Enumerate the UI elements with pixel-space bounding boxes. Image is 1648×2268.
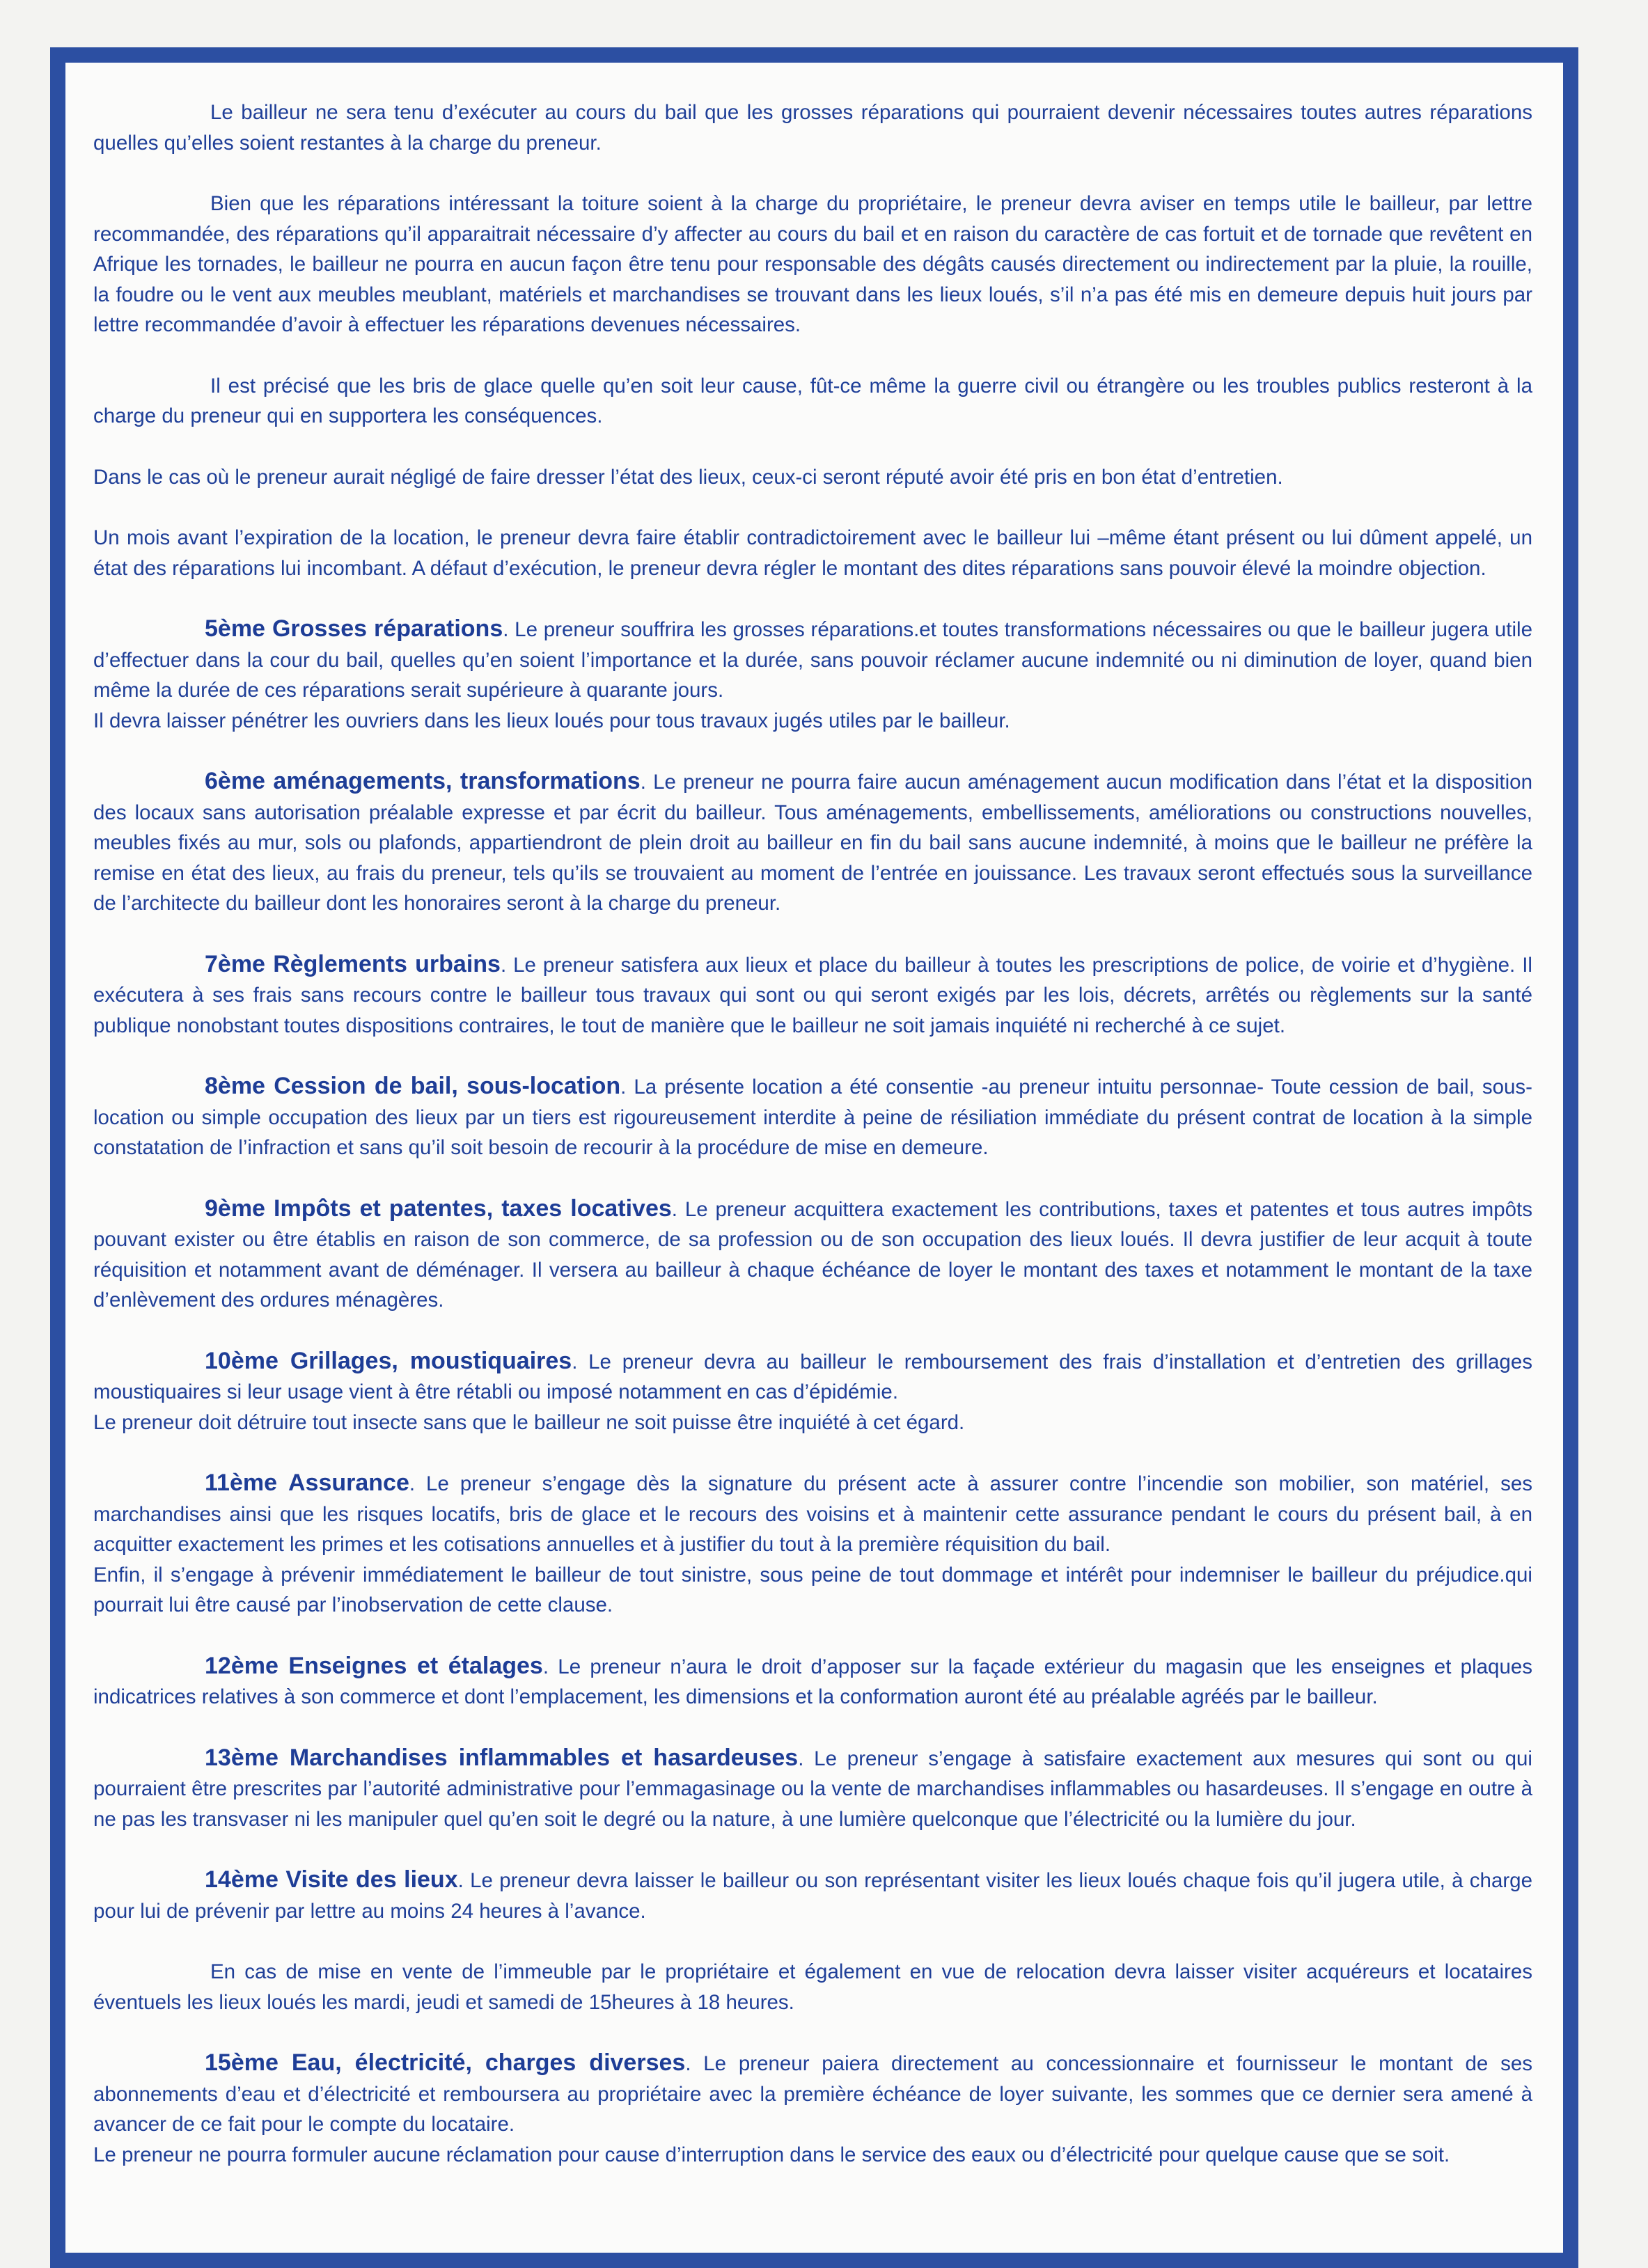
section-heading: 5ème Grosses réparations [205, 615, 503, 642]
section-body: . Le preneur n’aura le droit d’apposer sur la façade extérieur du magasin que les enseignes et plaques indicatrices relatives à son commerce et dont l’emplacement, les dimensions et la conformation auront été au préalable agréés par le bailleur. [93, 1655, 1533, 1708]
section-extra: Il devra laisser pénétrer les ouvriers dans les lieux loués pour tous travaux jugés utiles par le bailleur. [93, 709, 1010, 732]
paragraph-roof-repairs: Bien que les réparations intéressant la toiture soient à la charge du propriétaire, le preneur devra aviser en temps utile le bailleur, par lettre recommandée, des réparations qu’il apparaitrait nécessaire d’y affecter au cours du bail et en raison du caractère de cas fortuit et de tornade que revêtent en Afrique les tornades, le bailleur ne pourra en aucun façon être tenu pour responsable des dégâts causés directement ou indirectement par la pluie, la rouille, la foudre ou le vent aux meubles meublant, matériels et marchandises se trouvant dans les lieux loués, s’il n’a pas été mis en demeure depuis huit jours par lettre recommandée d’avoir à effectuer les réparations devenues nécessaires. [93, 192, 1532, 336]
section-body: . Le preneur paiera directement au concessionnaire et fournisseur le montant de ses abonnements d’eau et d’électricité et remboursera au propriétaire avec la première échéance de loyer suivante, les sommes que ce dernier sera amené à avancer de ce fait pour le compte du locataire. [93, 2052, 1532, 2136]
section-extra: Enfin, il s’engage à prévenir immédiatement le bailleur de tout sinistre, sous peine de tout dommage et intérêt pour indemniser le bailleur du préjudice.qui pourrait lui être causé par l’inobservation de cette clause. [93, 1563, 1532, 1616]
section-body: . Le preneur satisfera aux lieux et place du bailleur à toutes les prescriptions de police, de voirie et d’hygiène. Il exécutera à ses frais sans recours contre le bailleur tous travaux qui sont ou qui seront exigés par les lois, décrets, arrêtés ou règlements sur la santé publique nonobstant toutes dispositions contraires, le tout de manière que le bailleur ne soit jamais inquiété ni recherché à ce sujet. [93, 953, 1532, 1037]
document-page [50, 47, 1578, 2268]
paragraph-glass-breakage: Il est précisé que les bris de glace quelle qu’en soit leur cause, fût-ce même la guerre civil ou étrangère ou les troubles publics resteront à la charge du preneur qui en supportera les conséquences. [93, 374, 1532, 427]
section-15-utilities [93, 2048, 1532, 2170]
section-10-mosquito-nets [93, 1346, 1532, 1438]
section-body: . Le preneur s’engage dès la signature du présent acte à assurer contre l’incendie son mobilier, son matériel, ses marchandises ainsi que les risques locatifs, bris de glace et le recours des voisins et à maintenir cette assurance pendant le cours du présent bail, à en acquitter exactement les primes et les cotisations annuelles et à justifier du tout à la première réquisition du bail. [93, 1472, 1532, 1556]
section-body: . Le preneur souffrira les grosses réparations.et toutes transformations nécessaires ou que le bailleur jugera utile d’effectuer dans la cour du bail, quelles qu’en soient l’importance et la durée, sans pouvoir réclamer aucune indemnité ou ni diminution de loyer, quand bien même la durée de ces réparations serait supérieure à quarante jours. [93, 618, 1532, 702]
paragraph-end-of-lease: Un mois avant l’expiration de la location, le preneur devra faire établir contradictoirement avec le bailleur lui –même étant présent ou lui dûment appelé, un état des réparations lui incombant. A défaut d’exécution, le preneur devra régler le montant des dites réparations sans pouvoir élevé la moindre objection. [93, 526, 1532, 580]
section-body: . Le preneur devra au bailleur le remboursement des frais d’installation et d’entretien des grillages moustiquaires si leur usage vient à être rétabli ou imposé notamment en cas d’épidémie. [93, 1350, 1532, 1403]
section-7-urban-regulations [93, 950, 1532, 1041]
section-heading: 15ème Eau, électricité, charges diverses [205, 2049, 686, 2076]
section-12-signs [93, 1651, 1532, 1712]
section-13-flammable-goods [93, 1743, 1532, 1835]
section-11-insurance [93, 1468, 1532, 1621]
section-heading: 7ème Règlements urbains [205, 950, 501, 977]
paragraph-repairs-general: Le bailleur ne sera tenu d’exécuter au cours du bail que les grosses réparations qui pourraient devenir nécessaires toutes autres réparations quelles qu’elles soient restantes à la charge du preneur. [93, 101, 1532, 155]
section-heading: 14ème Visite des lieux [205, 1866, 458, 1893]
section-body: . Le preneur s’engage à satisfaire exactement aux mesures qui sont ou qui pourraient être prescrites par l’autorité administrative pour l’emmagasinage ou la vente de marchandises inflammables ou hasardeuses. Il s’engage en outre à ne pas les transvaser ni les manipuler quel qu’en soit le degré ou la nature, à une lumière quelconque que l’électricité ou la lumière du jour. [93, 1747, 1532, 1831]
section-extra: Le preneur ne pourra formuler aucune réclamation pour cause d’interruption dans le service des eaux ou d’électricité pour quelque cause que se soit. [93, 2143, 1450, 2166]
section-extra: Le preneur doit détruire tout insecte sans que le bailleur ne soit puisse être inquiété à cet égard. [93, 1410, 965, 1434]
section-heading: 8ème Cession de bail, sous-location [205, 1073, 621, 1099]
paragraph-visit-schedule: En cas de mise en vente de l’immeuble par le propriétaire et également en vue de relocation devra laisser visiter acquéreurs et locataires éventuels les lieux loués les mardi, jeudi et samedi de 15heures à 18 heures. [93, 1960, 1532, 2014]
section-6-alterations [93, 766, 1532, 919]
section-8-sublease [93, 1071, 1532, 1163]
paragraph-inventory: Dans le cas où le preneur aurait négligé de faire dresser l’état des lieux, ceux-ci seront réputé avoir été pris en bon état d’entretien. [93, 465, 1283, 489]
section-14-visits [93, 1865, 1532, 1926]
section-9-taxes [93, 1194, 1532, 1316]
section-heading: 6ème aménagements, transformations [205, 768, 641, 794]
section-heading: 13ème Marchandises inflammables et hasardeuses [205, 1744, 799, 1771]
section-heading: 10ème Grillages, moustiquaires [205, 1347, 572, 1374]
document-body [93, 97, 1532, 2170]
section-5-major-repairs [93, 614, 1532, 736]
section-heading: 9ème Impôts et patentes, taxes locatives [205, 1195, 672, 1222]
section-heading: 11ème Assurance [205, 1470, 409, 1496]
section-body: . Le preneur acquittera exactement les contributions, taxes et patentes et tous autres impôts pouvant exister ou être établis en raison de son commerce, de sa profession ou de son occupation des lieux loués. Il devra justifier de leur acquit à toute réquisition et notamment avant de déménager. Il versera au bailleur à chaque échéance de loyer le montant des taxes et notamment le montant de la taxe d’enlèvement des ordures ménagères. [93, 1197, 1533, 1312]
section-heading: 12ème Enseignes et étalages [205, 1652, 543, 1679]
section-body: . Le preneur devra laisser le bailleur ou son représentant visiter les lieux loués chaque fois qu’il jugera utile, à charge pour lui de prévenir par lettre au moins 24 heures à l’avance. [93, 1869, 1532, 1923]
section-body: . La présente location a été consentie -au preneur intuitu personnae- Toute cession de bail, sous-location ou simple occupation des lieux par un tiers est rigoureusement interdite à peine de résiliation immédiate du présent contrat de location à la simple constatation de l’infraction et sans qu’il soit besoin de recourir à la procédure de mise en demeure. [93, 1076, 1532, 1159]
section-body: . Le preneur ne pourra faire aucun aménagement aucun modification dans l’état et la disposition des locaux sans autorisation préalable expresse et par écrit du bailleur. Tous aménagements, embellissements, améliorations ou constructions nouvelles, meubles fixés au mur, sols ou plafonds, appartiendront de plein droit au bailleur en fin du bail sans aucune indemnité, à moins que le bailleur ne préfère la remise en état des lieux, au frais du preneur, tels qu’ils se trouvaient au moment de l’entrée en jouissance. Les travaux seront effectués sous la surveillance de l’architecte du bailleur dont les honoraires seront à la charge du preneur. [93, 771, 1532, 915]
